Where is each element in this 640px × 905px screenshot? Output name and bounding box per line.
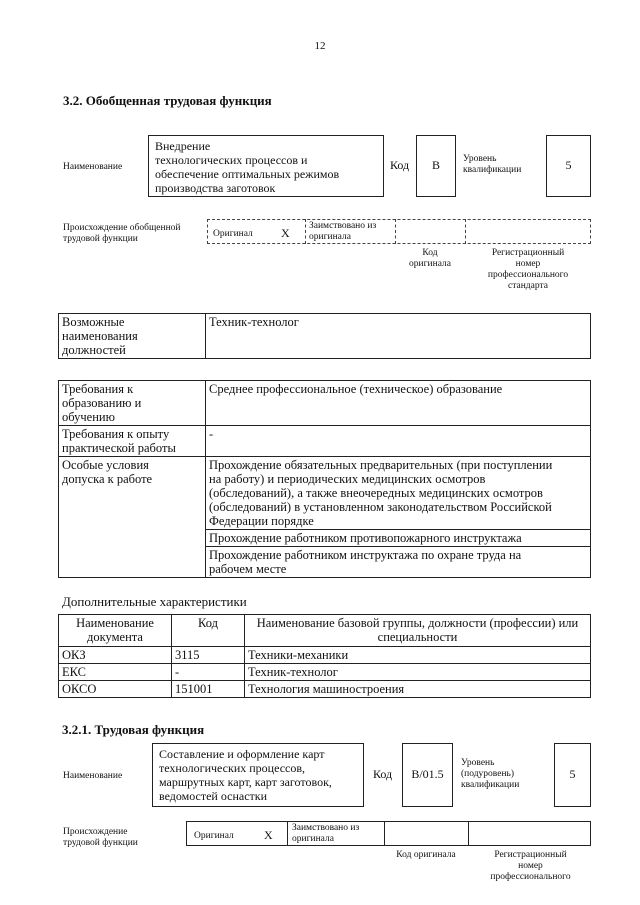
section-heading-3-2: 3.2. Обобщенная трудовая функция bbox=[63, 93, 272, 108]
divider bbox=[395, 219, 397, 244]
label-line: практической работы bbox=[62, 441, 176, 455]
divider bbox=[287, 821, 288, 846]
label-line: Требования к опыту bbox=[62, 427, 170, 441]
label-line: должностей bbox=[62, 343, 126, 357]
level-label-line: квалификации bbox=[461, 780, 520, 790]
condition-line: Прохождение работником противопожарного инструктажа bbox=[209, 531, 522, 545]
experience-label bbox=[59, 426, 206, 457]
origin-label bbox=[63, 223, 181, 245]
page-number: 12 bbox=[314, 40, 326, 52]
education-value: Среднее профессиональное (техническое) образование bbox=[206, 381, 591, 426]
code-label: Код bbox=[390, 158, 410, 172]
name-label: Наименование bbox=[63, 771, 123, 781]
conditions-label bbox=[59, 457, 206, 578]
borrowed-label-line: Заимствовано из bbox=[292, 823, 360, 833]
level-label-line: квалификации bbox=[463, 165, 522, 175]
condition-fire bbox=[206, 530, 591, 547]
caption-line: номер bbox=[515, 259, 541, 269]
additional-table bbox=[58, 614, 591, 698]
name-line: технологических процессов, bbox=[159, 761, 306, 775]
name-line: технологических процессов и bbox=[155, 153, 308, 167]
caption-line: Регистрационный bbox=[491, 248, 565, 258]
name-line: Составление и оформление карт bbox=[159, 747, 325, 761]
code-value: B/01.5 bbox=[402, 743, 453, 807]
label-line: Возможные bbox=[62, 315, 125, 329]
name-line: Внедрение bbox=[155, 139, 211, 153]
name-value-box bbox=[148, 135, 384, 197]
label-line: Требования к bbox=[62, 382, 134, 396]
level-label-line: (подуровень) bbox=[461, 769, 515, 779]
label-line: Особые условия bbox=[62, 458, 149, 472]
code-label: Код bbox=[373, 767, 393, 781]
table-cell: 3115 bbox=[172, 647, 245, 664]
header-line: Наименование базовой группы, должности (профессии) или bbox=[256, 616, 579, 630]
borrowed-label-line: Заимствовано из bbox=[309, 221, 377, 231]
section-heading-3-2-1: 3.2.1. Трудовая функция bbox=[62, 722, 205, 737]
level-label bbox=[463, 154, 521, 176]
header-doc-name bbox=[59, 615, 172, 647]
table-cell: - bbox=[172, 664, 245, 681]
positions-label bbox=[59, 314, 206, 359]
level-value: 5 bbox=[546, 135, 591, 197]
header-line: специальности bbox=[377, 630, 458, 644]
condition-medical bbox=[206, 457, 591, 530]
condition-line: Прохождение обязательных предварительных (при поступлении bbox=[209, 458, 553, 472]
condition-line: Федерации порядке bbox=[209, 514, 314, 528]
positions-table bbox=[58, 313, 591, 359]
divider bbox=[305, 219, 307, 244]
original-mark: X bbox=[281, 226, 290, 240]
caption-line: стандарта bbox=[508, 281, 548, 291]
origin-label-line: Происхождение обобщенной bbox=[63, 223, 181, 233]
code-original-caption bbox=[400, 248, 460, 270]
name-line: обеспечение оптимальных режимов bbox=[155, 167, 340, 181]
positions-value: Техник-технолог bbox=[206, 314, 591, 359]
label-line: наименования bbox=[62, 329, 138, 343]
caption-line: Регистрационный bbox=[494, 850, 567, 860]
borrowed-label-line: оригинала bbox=[309, 232, 351, 242]
origin-label bbox=[63, 827, 138, 849]
caption-line: оригинала bbox=[409, 259, 451, 269]
borrowed-label bbox=[292, 823, 359, 845]
table-cell: ЕКС bbox=[59, 664, 172, 681]
caption-line: Код bbox=[422, 248, 438, 258]
name-value-box bbox=[152, 743, 364, 807]
label-line: образованию и bbox=[62, 396, 142, 410]
name-line: ведомостей оснастки bbox=[159, 789, 268, 803]
condition-line: рабочем месте bbox=[209, 562, 287, 576]
condition-line: на работу) и периодических медицинских осмотров bbox=[209, 472, 486, 486]
table-row bbox=[59, 681, 591, 698]
origin-label-line: Происхождение bbox=[63, 827, 128, 837]
table-cell: ОКСО bbox=[59, 681, 172, 698]
original-mark: X bbox=[264, 828, 273, 842]
level-label bbox=[461, 758, 519, 791]
level-label-line: Уровень bbox=[461, 758, 495, 768]
original-label: Оригинал bbox=[194, 831, 234, 841]
reg-number-caption bbox=[470, 850, 591, 883]
borrowed-label bbox=[309, 221, 376, 243]
table-cell: 151001 bbox=[172, 681, 245, 698]
table-cell: Техник-технолог bbox=[245, 664, 591, 681]
code-original-caption: Код оригинала bbox=[396, 850, 456, 860]
divider bbox=[465, 219, 467, 244]
requirements-table bbox=[58, 380, 591, 578]
name-label: Наименование bbox=[63, 162, 123, 172]
level-value: 5 bbox=[554, 743, 591, 807]
additional-heading: Дополнительные характеристики bbox=[62, 594, 247, 609]
header-code bbox=[172, 615, 245, 647]
table-cell: Техники-механики bbox=[245, 647, 591, 664]
divider bbox=[468, 821, 469, 846]
caption-line: профессионального bbox=[490, 872, 571, 882]
caption-line: номер bbox=[518, 861, 543, 871]
label-line: допуска к работе bbox=[62, 472, 153, 486]
borrowed-label-line: оригинала bbox=[292, 834, 334, 844]
label-line: обучению bbox=[62, 410, 115, 424]
experience-value: - bbox=[206, 426, 591, 457]
table-row bbox=[59, 664, 591, 681]
code-value: B bbox=[416, 135, 456, 197]
header-line: документа bbox=[87, 630, 143, 644]
name-line: маршрутных карт, карт заготовок, bbox=[159, 775, 332, 789]
education-label bbox=[59, 381, 206, 426]
header-line: Код bbox=[198, 616, 218, 630]
condition-line: (обследований), а также внеочередных медицинских осмотров bbox=[209, 486, 543, 500]
condition-line: Прохождение работником инструктажа по охране труда на bbox=[209, 548, 522, 562]
original-label: Оригинал bbox=[213, 229, 253, 239]
name-line: производства заготовок bbox=[155, 181, 276, 195]
divider bbox=[384, 821, 385, 846]
table-cell: ОКЗ bbox=[59, 647, 172, 664]
table-row bbox=[59, 647, 591, 664]
origin-label-line: трудовой функции bbox=[63, 234, 138, 244]
origin-row bbox=[186, 821, 591, 846]
header-group-name bbox=[245, 615, 591, 647]
header-line: Наименование bbox=[76, 616, 154, 630]
level-label-line: Уровень bbox=[463, 154, 497, 164]
condition-safety bbox=[206, 547, 591, 578]
condition-line: (обследований) в установленном законодательством Российской bbox=[209, 500, 552, 514]
table-cell: Технология машиностроения bbox=[245, 681, 591, 698]
reg-number-caption bbox=[465, 248, 591, 292]
origin-row bbox=[207, 219, 591, 244]
caption-line: профессионального bbox=[487, 270, 569, 280]
origin-label-line: трудовой функции bbox=[63, 838, 138, 848]
